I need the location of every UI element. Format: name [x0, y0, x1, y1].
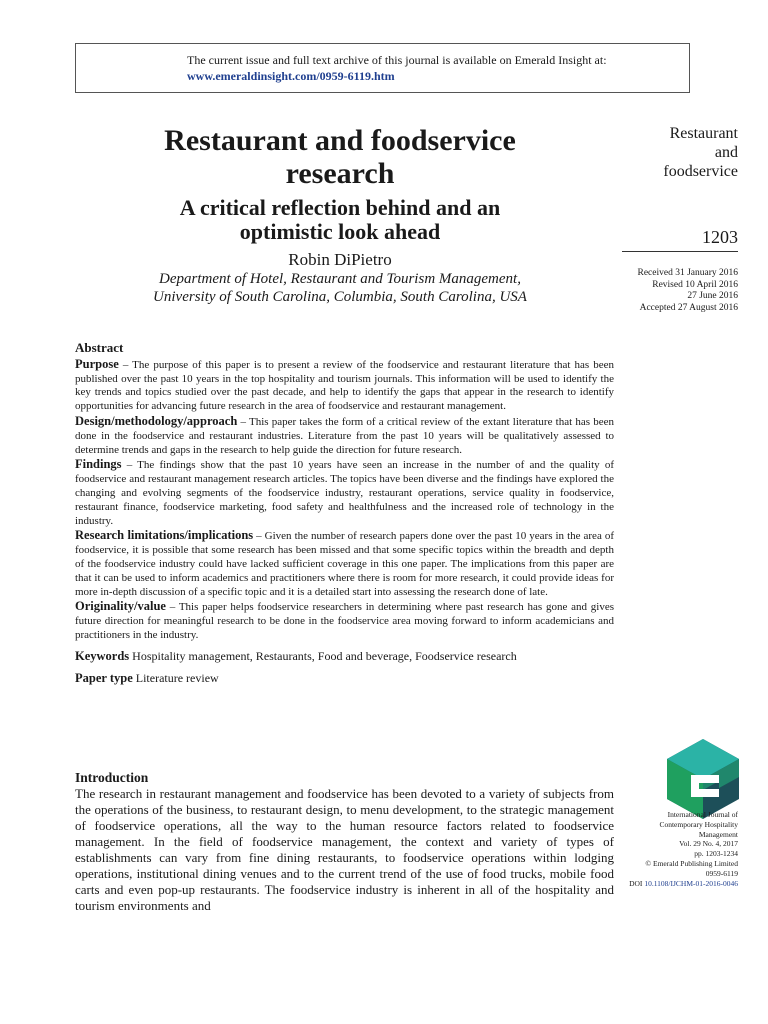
journal-info	[598, 810, 738, 888]
abstract-limitations	[75, 529, 614, 599]
abstract-heading: Abstract	[75, 340, 124, 355]
abstract-purpose	[75, 358, 614, 414]
section-text: – Given the number of research papers done over the past 10 years in the area of foodservice, it is possible that some research has been missed and that some specific topics within the breadth and depth of the foodservice industry could have lacked sufficient coverage in this one paper. The implications from this paper are that it can be used to inform academics and practitioners where there is room for more research, it could provide ideas for more in-depth discussion of a specific topic and it is a detailed start into assessing the research done of late.	[75, 530, 614, 598]
journal-info-line: International Journal of	[667, 810, 738, 819]
keywords-text: Hospitality management, Restaurants, Food and beverage, Foodservice research	[129, 648, 517, 663]
section-text: – The findings show that the past 10 years have seen an increase in the number of and the quality of foodservice and restaurant management research articles. The topics have been diverse and the findings have explored the changing and evolving segments of the foodservice industry, restaurant operations, service quality in foodservice, restaurant finance, foodservice marketing, food safety and healthfulness and the increased role of technology in the industry.	[75, 459, 614, 527]
emerald-publishing-logo-icon	[661, 737, 745, 821]
affiliation-line-1: Department of Hotel, Restaurant and Tourism Management,	[159, 271, 521, 287]
section-text: – The purpose of this paper is to present a review of the foodservice and restaurant literature that has been published over the past 10 years in the top hospitality and tourism journals. This information will be used to identify the key trends and topics studied over the past decade, and help to identify the gaps that appear in the research to identify opportunities for advancing future research in the area of foodservice and restaurant management.	[75, 358, 614, 413]
journal-archive-link[interactable]: www.emeraldinsight.com/0959-6119.htm	[187, 69, 395, 83]
author-affiliation	[80, 270, 600, 306]
journal-info-line: Management	[698, 829, 738, 839]
section-label: Findings	[75, 457, 122, 472]
paper-title-line-1: Restaurant and foodservice	[164, 124, 516, 157]
paper-type-text: Literature review	[132, 670, 219, 685]
affiliation-line-2: University of South Carolina, Columbia, South Carolina, USA	[153, 289, 527, 305]
abstract-originality	[75, 600, 614, 642]
author-name: Robin DiPietro	[288, 250, 392, 269]
section-label: Originality/value	[75, 599, 166, 614]
paper-title	[80, 124, 600, 190]
access-notice	[75, 43, 690, 93]
journal-info-line: Contemporary Hospitality	[659, 819, 738, 829]
journal-info-line: © Emerald Publishing Limited	[645, 858, 738, 868]
journal-info-line: Vol. 29 No. 4, 2017	[679, 839, 738, 849]
section-label: Purpose	[75, 356, 119, 371]
section-label: Research limitations/implications	[75, 528, 254, 543]
margin-divider	[622, 251, 738, 252]
introduction-section	[75, 770, 614, 914]
date-revised-2: 27 June 2016	[687, 291, 738, 301]
page-number: 1203	[702, 227, 738, 247]
section-text: – This paper helps foodservice researchers in determining where past research has gone and gives future direction for meaningful research to be done in the foodservice area moving forward to inform academicians and practitioners in the industry.	[75, 601, 614, 641]
section-label: Design/methodology/approach	[75, 413, 238, 428]
paper-type	[75, 669, 614, 687]
running-head-line-1: Restaurant	[669, 125, 738, 142]
paper-type-label: Paper type	[75, 670, 133, 685]
introduction-heading: Introduction	[75, 770, 149, 785]
abstract-design	[75, 415, 614, 457]
history-dates	[637, 268, 738, 314]
running-head-line-2: and	[714, 144, 738, 161]
doi-link[interactable]: 10.1108/IJCHM-01-2016-0046	[644, 878, 738, 888]
paper-subtitle-line-2: optimistic look ahead	[239, 219, 441, 244]
date-accepted: Accepted 27 August 2016	[639, 302, 738, 313]
keywords-label: Keywords	[75, 648, 130, 663]
keywords	[75, 647, 614, 665]
doi-line	[598, 879, 738, 889]
journal-info-line: pp. 1203-1234	[694, 849, 738, 859]
paper-subtitle	[80, 196, 600, 244]
date-revised-1: Revised 10 April 2016	[652, 279, 738, 290]
introduction-text: The research in restaurant management and foodservice has been devoted to a variety of subjects from the operations of the business, to restaurant design, to menu development, to the strategic management of foodservice operations, all the way to the human resource factors related to foodservice management. In the field of foodservice management, the context and variety of types of establishments can vary from fine dining restaurants, to foodservice operations within lodging operations, institutional dining venues and to the current trend of the use of food trucks, mobile food carts and even pop-up restaurants. The foodservice industry is inherent in all of the hospitality and tourism environments and	[75, 786, 614, 913]
date-received: Received 31 January 2016	[637, 268, 738, 278]
running-head	[588, 124, 738, 181]
doi-label: DOI	[629, 878, 645, 888]
journal-info-line: 0959-6119	[705, 868, 738, 878]
paper-title-line-2: research	[285, 157, 395, 190]
paper-subtitle-line-1: A critical reflection behind and an	[179, 195, 501, 220]
abstract-findings	[75, 458, 614, 528]
section-text: – This paper takes the form of a critical review of the extant literature that has been done in the foodservice and restaurant industries. Literature from the past 10 years will be qualitatively assessed to determine trends and gaps in the research to help guide the direction for future research.	[75, 415, 614, 456]
running-head-line-3: foodservice	[663, 163, 738, 180]
abstract-block	[75, 341, 614, 688]
access-notice-text: The current issue and full text archive of this journal is available on Emerald Insight at:	[187, 53, 607, 67]
